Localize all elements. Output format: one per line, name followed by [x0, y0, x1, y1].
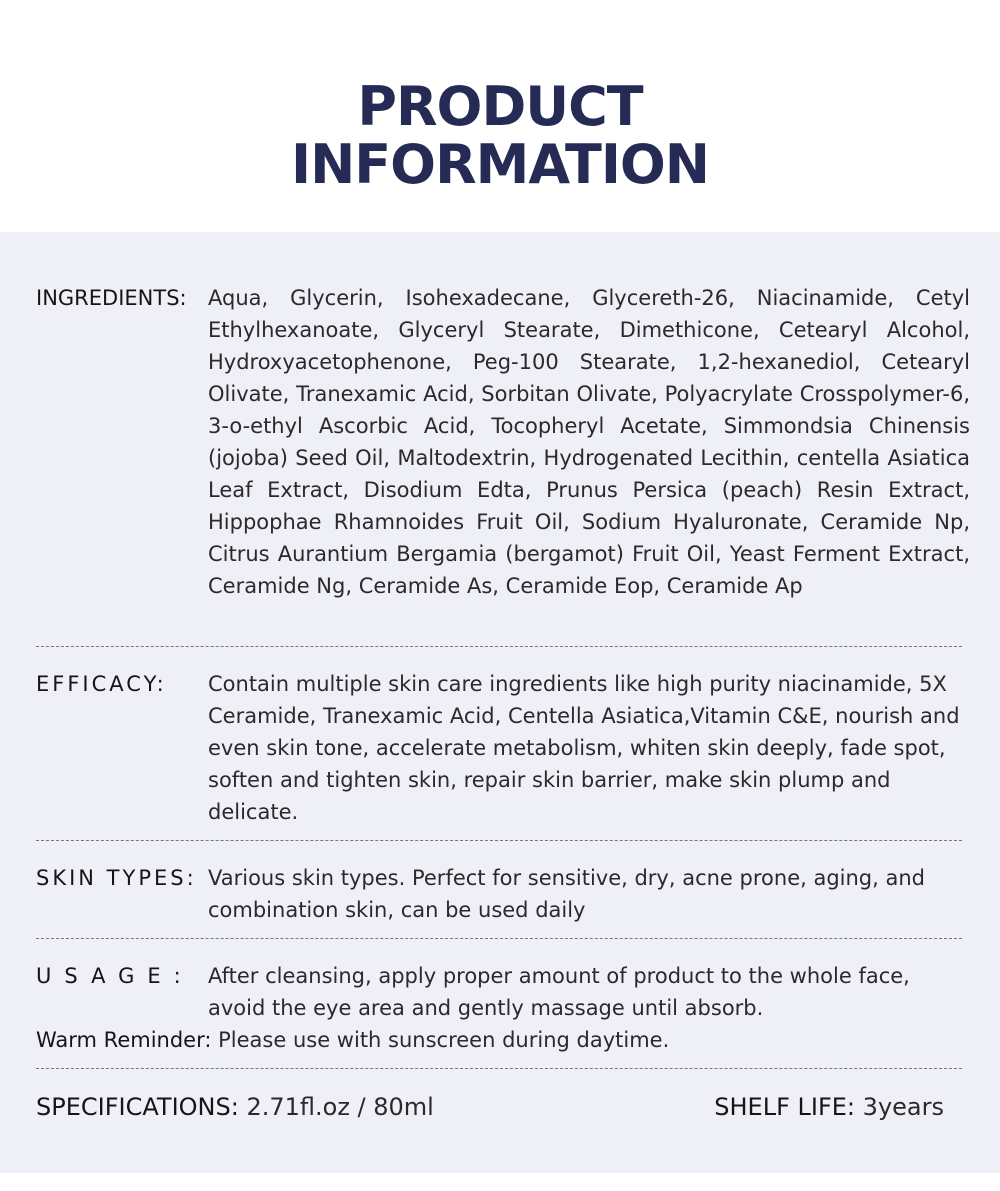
specifications-value: 2.71fl.oz / 80ml [246, 1093, 434, 1121]
specifications [36, 1090, 434, 1124]
skin-types-row [36, 862, 966, 926]
skin-types-label: SKIN TYPES: [36, 866, 197, 890]
shelf-life [714, 1090, 944, 1124]
skin-types-text: Various skin types. Perfect for sensitive, dry, acne prone, aging, and combination skin, can be used daily [208, 866, 925, 922]
efficacy-text: Contain multiple skin care ingredients like high purity niacinamide, 5X Ceramide, Tranexamic Acid, Centella Asiatica,Vitamin C&E, nourish and even skin tone, accelerate metabolism, whiten skin deeply, fade spot, soften and tighten skin, repair skin barrier, make skin plump and delicate. [208, 672, 960, 824]
page-title-line2: INFORMATION [290, 133, 710, 196]
page-title-line1: PRODUCT [357, 75, 643, 138]
shelf-life-value: 3years [862, 1093, 944, 1121]
header [0, 0, 1000, 232]
divider [36, 646, 962, 647]
usage-text: After cleansing, apply proper amount of product to the whole face, avoid the eye area and gently massage until absorb. [208, 964, 910, 1020]
usage-label: USAGE: [36, 964, 194, 988]
efficacy-label: EFFICACY: [36, 672, 167, 696]
ingredients-label: INGREDIENTS: [36, 286, 187, 310]
ingredients-text: Aqua, Glycerin, Isohexadecane, Glycereth-26, Niacinamide, Cetyl Ethylhexanoate, Glyceryl Stearate, Dimethicone, Cetearyl Alcohol, Hydroxyacetophenone, Peg-100 Stearate, 1,2-hexanediol, Cetearyl Olivate, Tranexamic Acid, Sorbitan Olivate, Polyacrylate Crosspolymer-6, 3-o-ethyl Ascorbic Acid, Tocopheryl Acetate, Simmondsia Chinensis (jojoba) Seed Oil, Maltodextrin, Hydrogenated Lecithin, centella Asiatica Leaf Extract, Disodium Edta, Prunus Persica (peach) Resin Extract, Hippophae Rhamnoides Fruit Oil, Sodium Hyaluronate, Ceramide Np, Citrus Aurantium Bergamia (bergamot) Fruit Oil, Yeast Ferment Extract, Ceramide Ng, Ceramide As, Ceramide Eop, Ceramide Ap [208, 286, 970, 598]
specifications-label: SPECIFICATIONS: [36, 1093, 239, 1121]
warm-reminder-text: Please use with sunscreen during daytime. [218, 1028, 670, 1052]
shelf-life-label: SHELF LIFE: [714, 1093, 856, 1121]
efficacy-row [36, 668, 966, 828]
bottom-margin [0, 1173, 1000, 1191]
divider [36, 840, 962, 841]
usage-row [36, 960, 966, 1024]
warm-reminder-label: Warm Reminder: [36, 1028, 212, 1052]
warm-reminder [36, 1024, 669, 1056]
divider [36, 1068, 962, 1069]
ingredients-row [36, 282, 970, 634]
divider [36, 938, 962, 939]
